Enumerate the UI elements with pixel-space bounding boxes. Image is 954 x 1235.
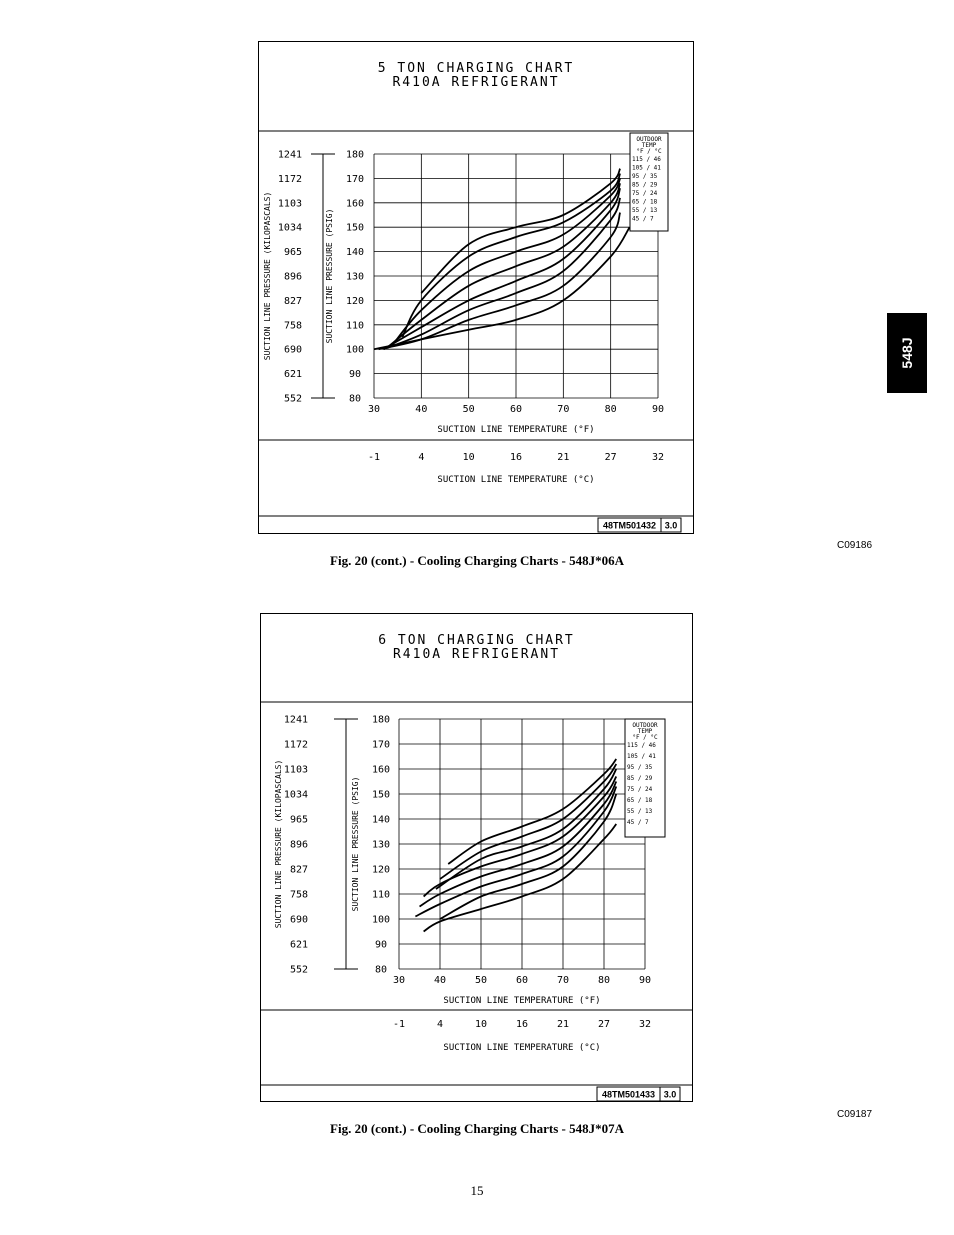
- legend-entry: 115 / 46: [627, 742, 656, 749]
- celsius-tick-label: 10: [462, 452, 475, 463]
- drawing-revision: 3.0: [663, 1089, 677, 1100]
- y-tick-label-psig: 160: [345, 198, 365, 210]
- drawing-number: 48TM501433: [601, 1089, 656, 1100]
- legend-entry: 55 / 13: [632, 207, 658, 214]
- y-tick-label-kpa: 1034: [277, 222, 302, 234]
- y-tick-label-psig: 150: [371, 789, 391, 801]
- figure-caption-6-ton: Fig. 20 (cont.) - Cooling Charging Charts - 548J*07A: [330, 1121, 624, 1136]
- chart-code-5-ton: C09186: [837, 540, 873, 551]
- legend-entry: 85 / 29: [632, 181, 658, 189]
- y-tick-label-psig: 170: [371, 739, 391, 751]
- celsius-tick-label: -1: [367, 452, 381, 463]
- y-tick-label-psig: 140: [345, 247, 365, 259]
- celsius-tick-label: 21: [556, 1019, 570, 1030]
- y-axis-label-psig: SUCTION LINE PRESSURE (PSIG): [325, 208, 334, 344]
- y-tick-label-kpa: 552: [289, 964, 308, 976]
- chart-subtitle: R410A REFRIGERANT: [392, 647, 561, 662]
- y-tick-label-kpa: 1034: [283, 789, 308, 801]
- y-tick-label-psig: 100: [345, 344, 365, 356]
- x-axis-label: SUCTION LINE TEMPERATURE (°F): [443, 996, 601, 1006]
- y-tick-label-kpa: 1172: [283, 739, 308, 751]
- y-tick-label-psig: 90: [374, 939, 388, 951]
- x-axis-label: SUCTION LINE TEMPERATURE (°F): [437, 425, 595, 435]
- y-tick-label-psig: 150: [345, 222, 365, 234]
- charging-chart-5-ton: [258, 41, 694, 534]
- series-line-5513: [379, 213, 620, 350]
- legend-title: OUTDOOR: [636, 136, 662, 143]
- y-tick-label-psig: 130: [371, 839, 391, 851]
- x-tick-label: 60: [509, 404, 523, 415]
- legend-entry: 115 / 46: [632, 156, 661, 163]
- x-tick-label: 60: [515, 975, 529, 986]
- y-tick-label-kpa: 965: [283, 247, 302, 259]
- celsius-tick-label: 4: [436, 1019, 444, 1030]
- x-tick-label: 40: [433, 975, 447, 986]
- chart-border: [259, 42, 694, 534]
- celsius-tick-label: 27: [604, 452, 617, 463]
- series-line-6518: [384, 198, 621, 349]
- y-tick-label-kpa: 552: [283, 393, 302, 405]
- series-line-457: [374, 227, 630, 349]
- y-tick-label-psig: 180: [371, 714, 391, 726]
- y-tick-label-kpa: 1172: [277, 173, 302, 185]
- x-tick-label: 30: [367, 404, 381, 415]
- celsius-tick-label: 27: [597, 1019, 611, 1030]
- y-tick-label-psig: 100: [371, 914, 391, 926]
- y-tick-label-kpa: 896: [283, 271, 302, 283]
- legend-entry: 95 / 35: [627, 764, 653, 771]
- legend-title: OUTDOOR: [632, 722, 658, 729]
- x-axis-label-celsius: SUCTION LINE TEMPERATURE (°C): [443, 1043, 601, 1053]
- y-tick-label-kpa: 827: [283, 295, 302, 307]
- series-line-10541: [402, 174, 620, 338]
- x-tick-label: 80: [604, 404, 617, 415]
- legend-entry: 85 / 29: [627, 775, 653, 782]
- legend-entry: 75 / 24: [632, 190, 658, 197]
- celsius-tick-label: 4: [418, 452, 425, 463]
- chart-5-ton-svg: [258, 41, 694, 534]
- x-tick-label: 90: [651, 404, 665, 415]
- chart-subtitle: R410A REFRIGERANT: [392, 75, 560, 90]
- y-tick-label-kpa: 621: [289, 939, 308, 951]
- y-axis-label-kpa: SUCTION LINE PRESSURE (KILOPASCALS): [274, 759, 283, 929]
- page-number: 15: [470, 1183, 484, 1198]
- x-tick-label: 50: [462, 404, 475, 415]
- legend-entry: 45 / 7: [627, 819, 649, 826]
- y-tick-label-psig: 140: [371, 814, 391, 826]
- x-tick-label: 30: [392, 975, 406, 986]
- y-tick-label-psig: 170: [345, 173, 365, 185]
- x-tick-label: 70: [556, 975, 570, 986]
- celsius-tick-label: -1: [392, 1019, 406, 1030]
- series-line-11546: [421, 169, 620, 294]
- y-tick-label-psig: 90: [348, 369, 362, 381]
- y-tick-label-psig: 80: [374, 964, 388, 976]
- x-tick-label: 70: [557, 404, 570, 415]
- legend-title: TEMP: [637, 728, 653, 735]
- series-line-9535: [393, 178, 620, 344]
- series-line-6518: [415, 787, 616, 917]
- legend-title: °F / °C: [636, 148, 662, 155]
- legend-entry: 65 / 18: [627, 797, 653, 804]
- y-tick-label-kpa: 1241: [277, 149, 302, 161]
- legend-title: °F / °C: [632, 734, 658, 741]
- y-axis-label-psig: SUCTION LINE PRESSURE (PSIG): [351, 776, 360, 912]
- y-tick-label-kpa: 758: [289, 889, 308, 901]
- y-tick-label-psig: 110: [371, 889, 391, 901]
- drawing-number: 48TM501432: [602, 520, 657, 531]
- y-tick-label-kpa: 1103: [277, 198, 302, 210]
- legend-entry: 45 / 7: [632, 215, 654, 223]
- y-tick-label-psig: 180: [345, 149, 365, 161]
- legend-entry: 55 / 13: [627, 808, 653, 815]
- y-tick-label-kpa: 1241: [283, 714, 308, 726]
- y-tick-label-psig: 130: [345, 271, 365, 283]
- chart-title: 5 TON CHARGING CHART: [377, 61, 575, 76]
- figure-caption-5-ton: Fig. 20 (cont.) - Cooling Charging Charts - 548J*06A: [330, 553, 624, 568]
- y-axis-label-kpa: SUCTION LINE PRESSURE (KILOPASCALS): [263, 191, 272, 361]
- legend-entry: 95 / 35: [632, 173, 658, 180]
- y-tick-label-kpa: 621: [283, 369, 302, 381]
- y-tick-label-psig: 80: [348, 393, 362, 405]
- legend-entry: 65 / 18: [632, 198, 658, 206]
- chart-code-6-ton: C09187: [837, 1109, 873, 1120]
- celsius-tick-label: 16: [515, 1019, 529, 1030]
- section-side-tab: [887, 313, 927, 393]
- y-tick-label-kpa: 1103: [283, 764, 308, 776]
- side-tab-label: 548J: [899, 337, 915, 369]
- celsius-tick-label: 32: [651, 452, 665, 463]
- celsius-tick-label: 32: [638, 1019, 652, 1030]
- x-tick-label: 50: [474, 975, 488, 986]
- x-tick-label: 80: [597, 975, 611, 986]
- celsius-tick-label: 10: [474, 1019, 488, 1030]
- y-tick-label-kpa: 827: [289, 864, 308, 876]
- legend-entry: 75 / 24: [627, 786, 653, 793]
- x-tick-label: 40: [415, 404, 428, 415]
- y-tick-label-psig: 110: [345, 320, 365, 332]
- y-tick-label-psig: 120: [345, 295, 365, 307]
- y-tick-label-kpa: 758: [283, 320, 302, 332]
- legend-title: TEMP: [641, 142, 657, 149]
- celsius-tick-label: 21: [557, 452, 570, 463]
- x-axis-label-celsius: SUCTION LINE TEMPERATURE (°C): [437, 475, 595, 485]
- legend-entry: 105 / 41: [632, 164, 661, 172]
- y-tick-label-kpa: 896: [289, 839, 308, 851]
- x-tick-label: 90: [638, 975, 652, 986]
- y-tick-label-kpa: 690: [283, 344, 302, 356]
- y-tick-label-psig: 160: [371, 764, 391, 776]
- chart-6-ton-svg: [260, 613, 693, 1102]
- chart-title: 6 TON CHARGING CHART: [378, 633, 575, 648]
- celsius-tick-label: 16: [509, 452, 523, 463]
- legend-entry: 105 / 41: [627, 753, 656, 760]
- drawing-revision: 3.0: [664, 520, 678, 531]
- y-tick-label-kpa: 965: [289, 814, 308, 826]
- y-tick-label-psig: 120: [371, 864, 391, 876]
- y-tick-label-kpa: 690: [289, 914, 308, 926]
- charging-chart-6-ton: [260, 613, 693, 1102]
